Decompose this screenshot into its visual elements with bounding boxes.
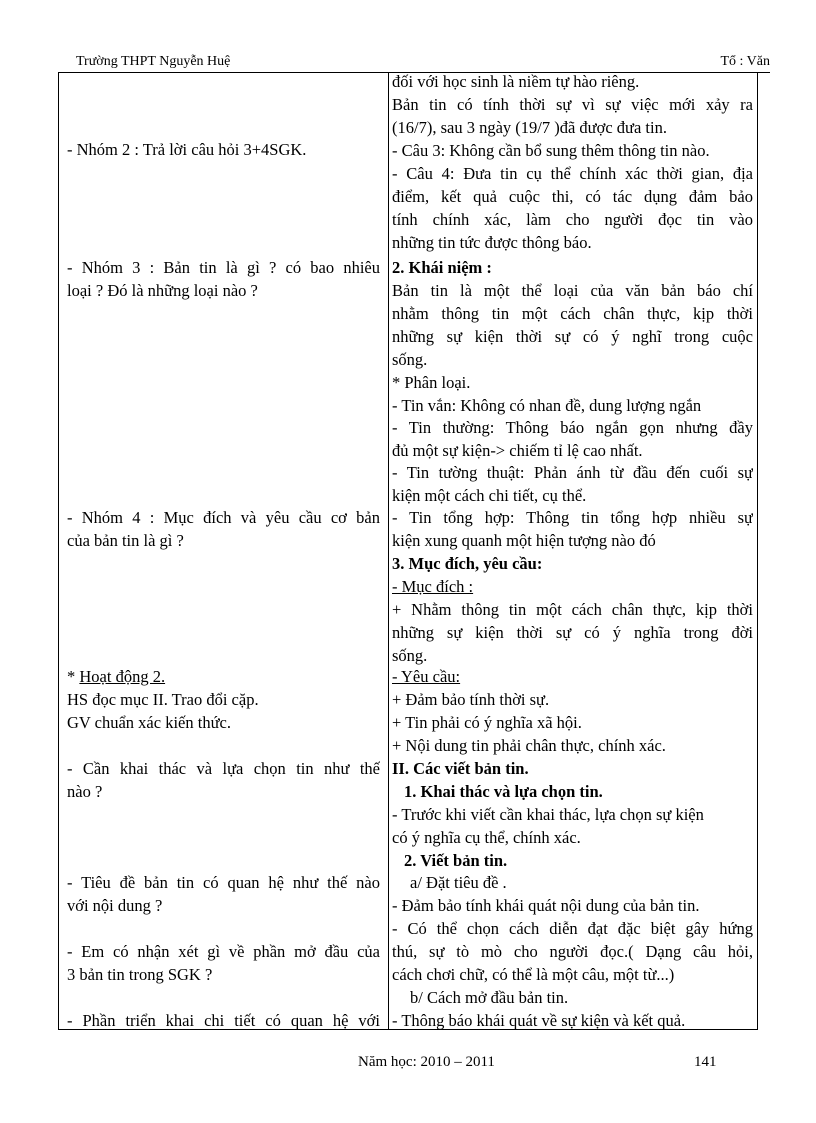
left-line: GV chuẩn xác kiến thức. bbox=[67, 713, 231, 732]
subsection-heading: 2. Viết bản tin. bbox=[404, 851, 508, 870]
right-line: - Trước khi viết cần khai thác, lựa chọn sự kiện bbox=[392, 805, 704, 824]
right-line: Bản tin là một thể loại của văn bản báo chí bbox=[392, 281, 753, 300]
right-line: nhằm thông tin một cách chân thực, kịp thời bbox=[392, 304, 753, 323]
right-line: có ý nghĩa cụ thể, chính xác. bbox=[392, 828, 581, 847]
page-number: 141 bbox=[694, 1054, 717, 1070]
section-heading: II. Các viết bản tin. bbox=[392, 759, 529, 778]
bullet-star: * bbox=[67, 667, 80, 686]
left-line: - Phần triển khai chi tiết có quan hệ với bbox=[67, 1011, 380, 1030]
left-line: - Nhóm 3 : Bản tin là gì ? có bao nhiêu bbox=[67, 258, 380, 277]
subsection-label: - Mục đích : bbox=[392, 577, 474, 596]
right-line: + Tin phải có ý nghĩa xã hội. bbox=[392, 713, 582, 732]
subsection-heading: 1. Khai thác và lựa chọn tin. bbox=[404, 782, 603, 801]
left-line: - Nhóm 4 : Mục đích và yêu cầu cơ bản bbox=[67, 508, 380, 527]
section-heading: 2. Khái niệm : bbox=[392, 258, 492, 277]
right-line: a/ Đặt tiêu đề . bbox=[410, 873, 507, 892]
right-line: b/ Cách mở đầu bản tin. bbox=[410, 988, 569, 1007]
left-line bbox=[67, 666, 380, 688]
right-line: + Nội dung tin phải chân thực, chính xác. bbox=[392, 736, 666, 755]
left-line: - Em có nhận xét gì về phần mở đầu của bbox=[67, 942, 380, 961]
right-line: - Tin vắn: Không có nhan đề, dung lượng ngắn bbox=[392, 396, 702, 415]
right-line: những sự kiện thời sự có ý nghĩ trong cuộc bbox=[392, 327, 753, 346]
left-line: HS đọc mục II. Trao đổi cặp. bbox=[67, 690, 259, 709]
section-heading: 3. Mục đích, yêu cầu: bbox=[392, 554, 543, 573]
subsection-label: - Yêu cầu: bbox=[392, 667, 461, 686]
left-line: nào ? bbox=[67, 782, 103, 801]
right-line: kiện một cách chi tiết, cụ thể. bbox=[392, 486, 587, 505]
right-line: - Tin tổng hợp: Thông tin tổng hợp nhiều sự bbox=[392, 508, 753, 527]
right-line: + Nhằm thông tin một cách chân thực, kịp thời bbox=[392, 600, 753, 619]
left-line: 3 bản tin trong SGK ? bbox=[67, 965, 213, 984]
page-header bbox=[76, 52, 770, 73]
right-line: đủ một sự kiện-> chiếm tỉ lệ cao nhất. bbox=[392, 441, 643, 460]
school-name: Trường THPT Nguyễn Huệ bbox=[76, 54, 231, 69]
right-line: đối với học sinh là niềm tự hào riêng. bbox=[392, 72, 640, 91]
left-line: - Cần khai thác và lựa chọn tin như thế bbox=[67, 759, 380, 778]
right-line: - Tin thường: Thông báo ngắn gọn nhưng đầy bbox=[392, 418, 753, 437]
activity-heading: Hoạt động 2. bbox=[79, 667, 166, 686]
right-line: điểm, kết quả cuộc thi, có tác dụng đảm bảo bbox=[392, 187, 753, 206]
right-line: thú, sự tò mò cho người đọc.( Dạng câu hỏi, bbox=[392, 942, 753, 961]
column-divider bbox=[388, 73, 389, 1029]
right-line: - Tin tường thuật: Phản ánh từ đầu đến cuối sự bbox=[392, 463, 753, 482]
right-line: - Có thể chọn cách diễn đạt đặc biệt gây hứng bbox=[392, 919, 753, 938]
left-line: của bản tin là gì ? bbox=[67, 531, 184, 550]
right-line: - Đảm bảo tính khái quát nội dung của bản tin. bbox=[392, 896, 700, 915]
right-line: cách chơi chữ, có thể là một câu, một từ...) bbox=[392, 965, 675, 984]
left-line: - Nhóm 2 : Trả lời câu hỏi 3+4SGK. bbox=[67, 140, 307, 159]
right-line: sống. bbox=[392, 350, 428, 369]
department-name: Tổ : Văn bbox=[720, 54, 770, 69]
left-line: loại ? Đó là những loại nào ? bbox=[67, 281, 258, 300]
right-line: Bản tin có tính thời sự vì sự việc mới xảy ra bbox=[392, 95, 753, 114]
school-year: Năm học: 2010 – 2011 bbox=[358, 1054, 495, 1070]
right-line: * Phân loại. bbox=[392, 373, 471, 392]
right-line: tính chính xác, làm cho người đọc tin vào bbox=[392, 210, 753, 229]
right-line: - Câu 4: Đưa tin cụ thể chính xác thời gian, địa bbox=[392, 164, 753, 183]
right-line: + Đảm bảo tính thời sự. bbox=[392, 690, 550, 709]
right-line: - Thông báo khái quát về sự kiện và kết quả. bbox=[392, 1011, 686, 1030]
right-line: sống. bbox=[392, 646, 428, 665]
left-line: - Tiêu đề bản tin có quan hệ như thế nào bbox=[67, 873, 380, 892]
right-line bbox=[392, 576, 753, 598]
right-line: (16/7), sau 3 ngày (19/7 )đã được đưa tin. bbox=[392, 118, 667, 137]
right-line: những sự kiện thời sự có ý nghĩa trong đời bbox=[392, 623, 753, 642]
right-line: những tin tức được thông báo. bbox=[392, 233, 592, 252]
right-line: - Câu 3: Không cần bổ sung thêm thông tin nào. bbox=[392, 141, 710, 160]
lesson-table bbox=[58, 72, 758, 1030]
right-line: kiện xung quanh một hiện tượng nào đó bbox=[392, 531, 656, 550]
right-line bbox=[392, 666, 753, 688]
left-line: với nội dung ? bbox=[67, 896, 163, 915]
